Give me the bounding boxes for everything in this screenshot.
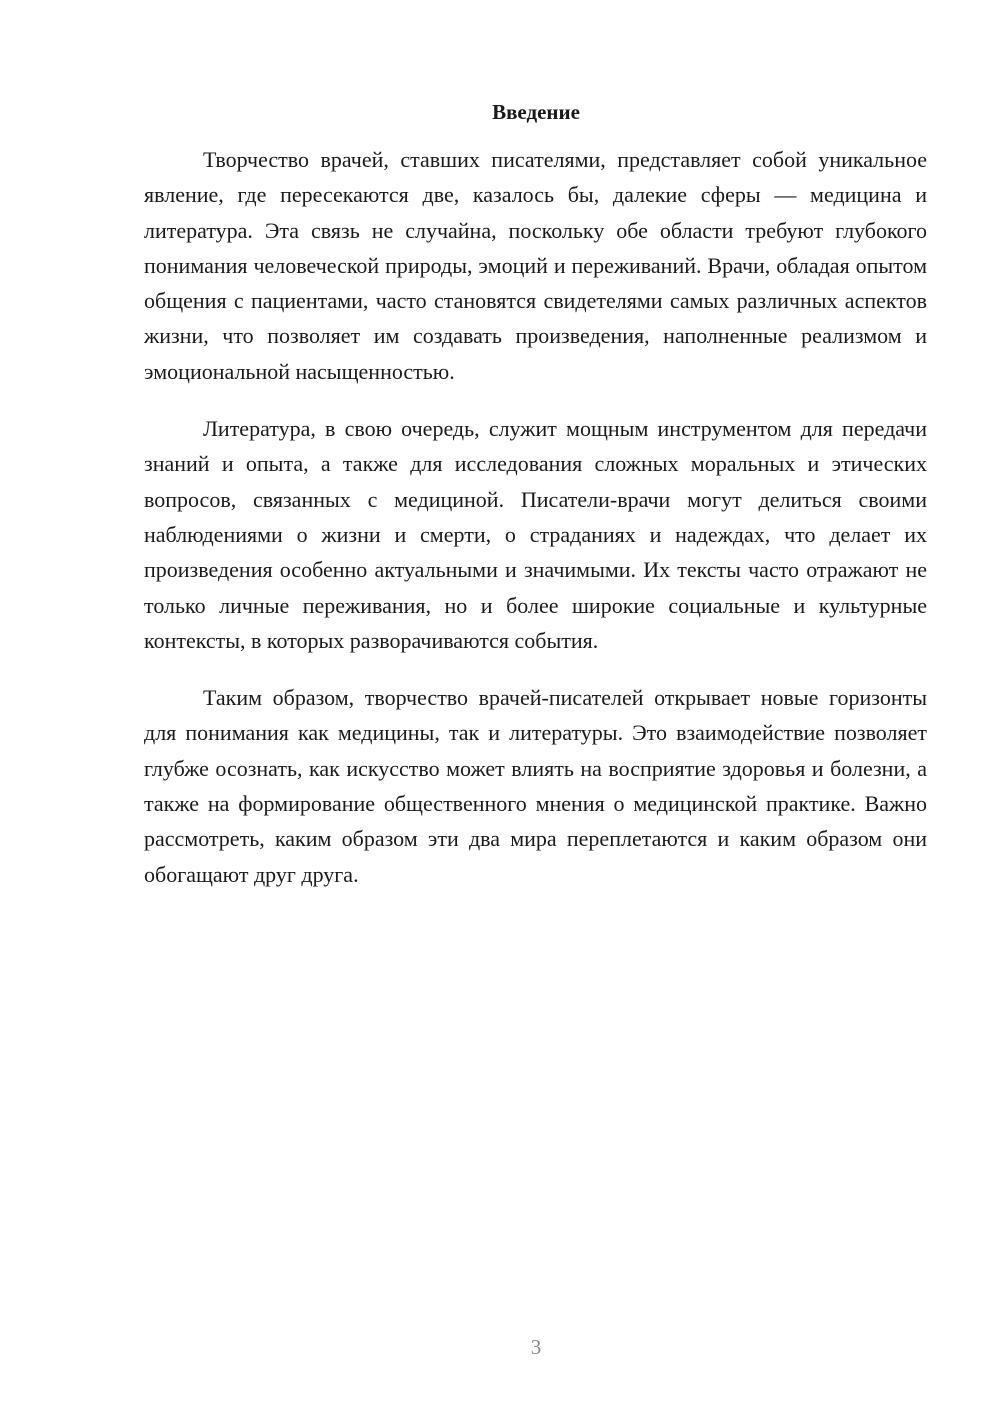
section-title: Введение	[492, 100, 580, 124]
page-number: 3	[530, 1335, 542, 1359]
paragraph-1: Творчество врачей, ставших писателями, представляет собой уникальное явление, где пересекаются две, казалось бы, далекие сферы — медицина и литература. Эта связь не случайна, поскольку обе области требуют глубокого понимания человеческой природы, эмоций и переживаний. Врачи, обладая опытом общения с пациентами, часто становятся свидетелями самых различных аспектов жизни, что позволяет им создавать произведения, наполненные реализмом и эмоциональной насыщенностью.	[144, 147, 927, 384]
paragraph-3: Таким образом, творчество врачей-писателей открывает новые горизонты для понимания как медицины, так и литературы. Это взаимодействие позволяет глубже осознать, как искусство может влиять на восприятие здоровья и болезни, а также на формирование общественного мнения о медицинской практике. Важно рассмотреть, каким образом эти два мира переплетаются и каким образом они обогащают друг друга.	[144, 685, 927, 887]
body-text	[144, 142, 927, 914]
paragraph-2: Литература, в свою очередь, служит мощным инструментом для передачи знаний и опыта, а также для исследования сложных моральных и этических вопросов, связанных с медициной. Писатели-врачи могут делиться своими наблюдениями о жизни и смерти, о страданиях и надеждах, что делает их произведения особенно актуальными и значимыми. Их тексты часто отражают не только личные переживания, но и более широкие социальные и культурные контексты, в которых разворачиваются события.	[144, 416, 927, 653]
